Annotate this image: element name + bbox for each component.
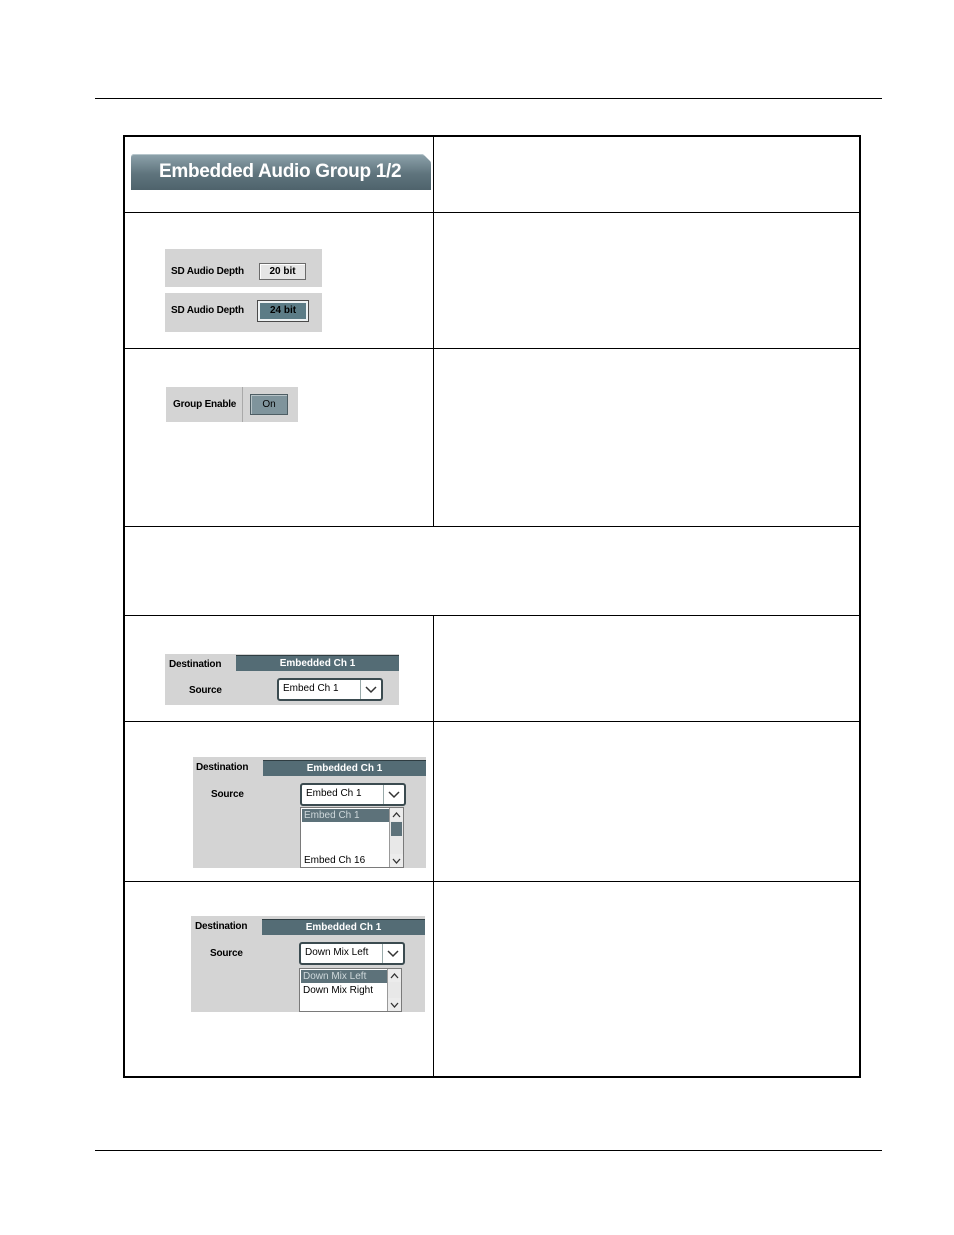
source-label: Source: [189, 685, 222, 696]
chevron-down-icon[interactable]: [382, 944, 403, 963]
destination-label: Destination: [195, 921, 248, 932]
scrollbar[interactable]: [389, 808, 403, 867]
destination-value: Embedded Ch 1: [236, 655, 399, 671]
sd-depth-20bit-button[interactable]: 20 bit: [259, 263, 306, 280]
source-panel-open: [193, 757, 426, 868]
source-select-value: Down Mix Left: [305, 947, 369, 958]
group-banner: Embedded Audio Group 1/2: [131, 154, 431, 190]
sd-depth-label: SD Audio Depth: [171, 305, 244, 316]
header-rule: [95, 98, 882, 99]
scroll-down-icon[interactable]: [390, 854, 403, 867]
scrollbar[interactable]: [387, 969, 401, 1011]
footer-rule: [95, 1150, 882, 1151]
source-dropdown-list[interactable]: [299, 968, 402, 1012]
scroll-up-icon[interactable]: [390, 808, 403, 821]
source-dropdown-list[interactable]: [300, 807, 404, 868]
list-item[interactable]: Down Mix Right: [303, 985, 374, 996]
column-divider: [433, 615, 434, 1078]
sd-depth-panel-24bit: [165, 293, 322, 332]
sd-depth-panel-20bit: [165, 249, 322, 287]
chevron-down-icon[interactable]: [383, 785, 404, 804]
list-item[interactable]: Embed Ch 1: [302, 809, 389, 822]
row-divider: [125, 721, 859, 722]
chevron-down-icon[interactable]: [360, 680, 381, 699]
source-panel-closed: [165, 654, 399, 705]
source-panel-downmix: [191, 916, 425, 1012]
source-select-value: Embed Ch 1: [283, 683, 339, 694]
sd-depth-label: SD Audio Depth: [171, 266, 244, 277]
scroll-thumb[interactable]: [391, 822, 402, 836]
source-select[interactable]: [300, 783, 406, 806]
row-divider: [125, 526, 859, 527]
row-divider: [125, 212, 859, 213]
group-enable-toggle[interactable]: On: [250, 394, 288, 415]
group-enable-label: Group Enable: [173, 399, 237, 410]
source-select[interactable]: [277, 678, 383, 701]
destination-value: Embedded Ch 1: [262, 919, 425, 935]
row-divider: [125, 881, 859, 882]
row-divider: [125, 615, 859, 616]
list-item[interactable]: Embed Ch 16: [304, 855, 366, 866]
group-enable-panel: [166, 387, 298, 422]
source-select-value: Embed Ch 1: [306, 788, 362, 799]
sd-depth-24bit-button[interactable]: 24 bit: [258, 301, 308, 321]
column-divider: [433, 137, 434, 527]
destination-label: Destination: [196, 762, 249, 773]
panel-separator: [242, 387, 243, 422]
list-item[interactable]: Down Mix Left: [301, 970, 387, 983]
source-label: Source: [210, 948, 243, 959]
source-label: Source: [211, 789, 244, 800]
scroll-down-icon[interactable]: [388, 998, 401, 1011]
scroll-up-icon[interactable]: [388, 969, 401, 982]
source-select[interactable]: [299, 942, 405, 965]
row-divider: [125, 348, 859, 349]
destination-value: Embedded Ch 1: [263, 760, 426, 776]
destination-label: Destination: [169, 659, 222, 670]
